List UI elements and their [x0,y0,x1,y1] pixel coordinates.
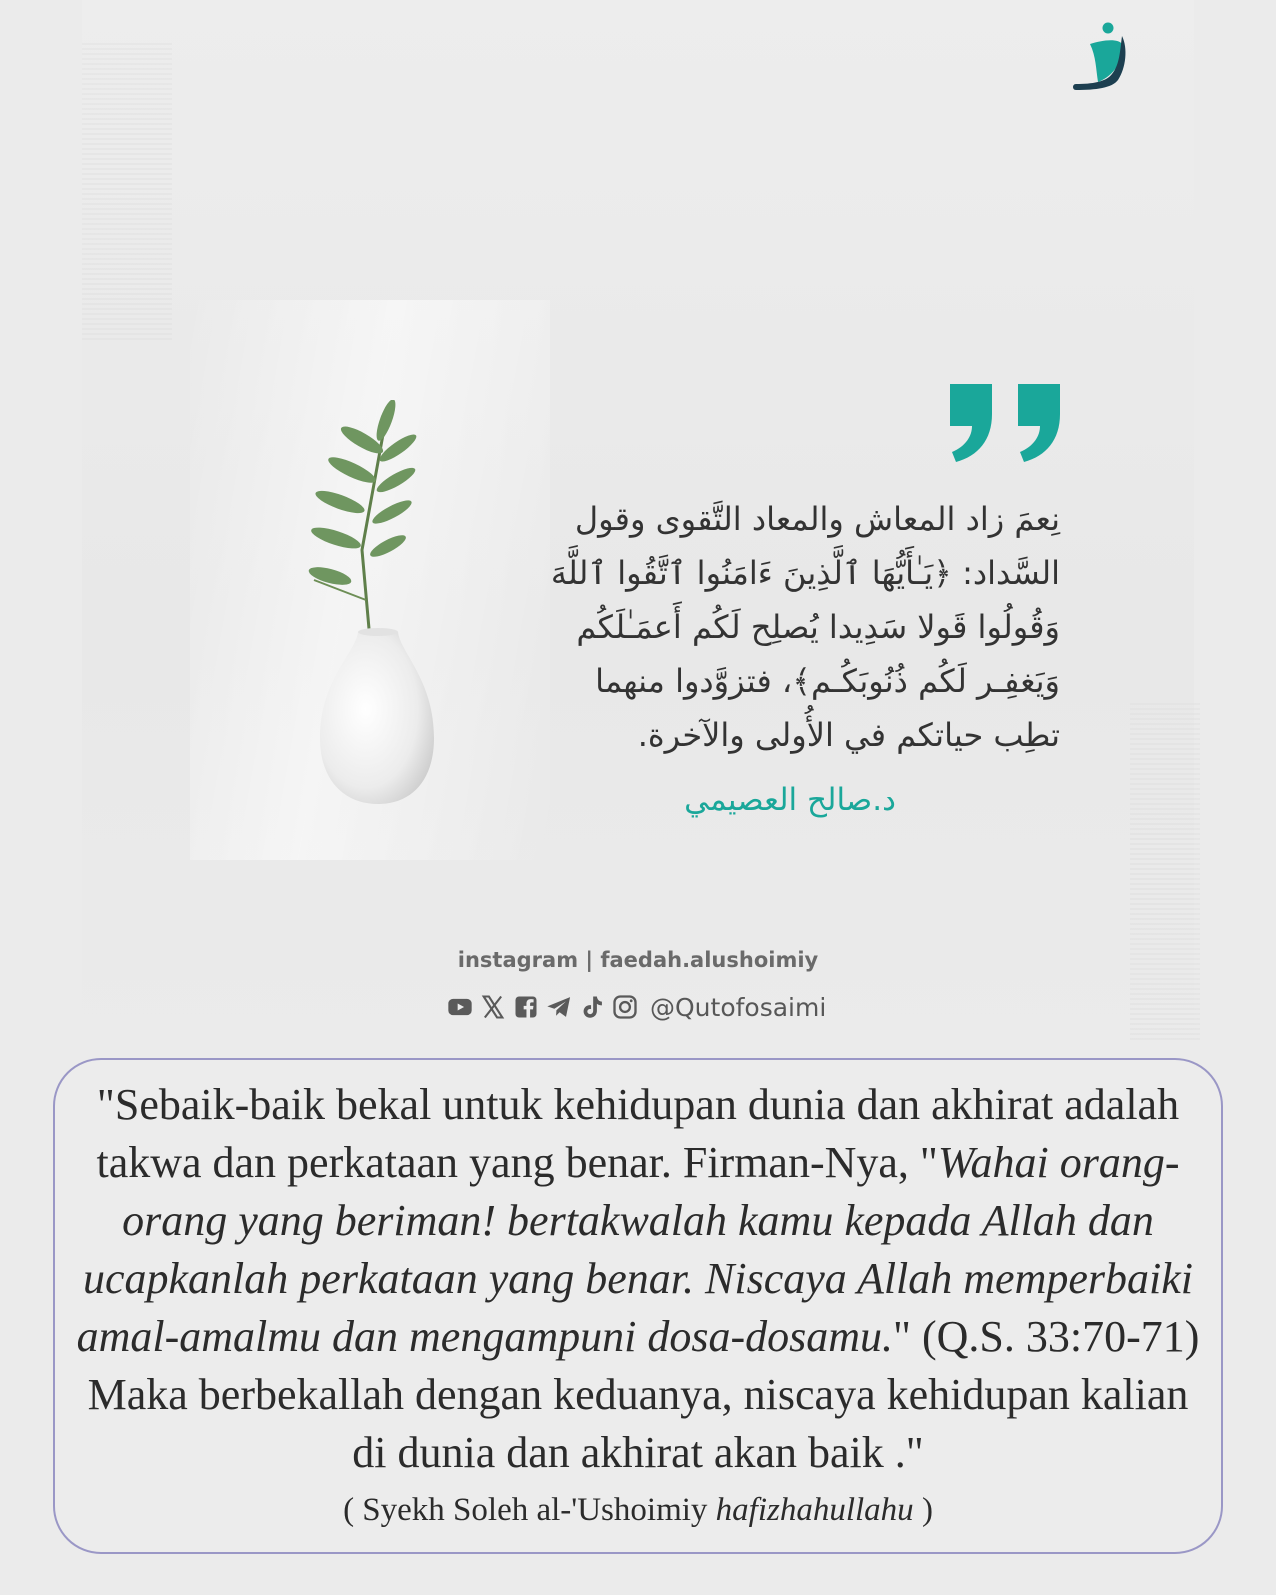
source-name: ( Syekh Soleh al-'Ushoimiy [343,1492,716,1528]
tiktok-icon[interactable] [578,993,606,1021]
telegram-icon[interactable] [545,993,573,1021]
translation-part: "Sebaik-baik bekal untuk kehidupan dunia dan akhirat adalah takwa dan perkataan yang benar. Firman-Nya, " [96,1080,1180,1187]
instagram-icon[interactable] [611,993,639,1021]
youtube-icon[interactable] [446,993,474,1021]
brand-logo-icon [1062,18,1142,100]
arabic-author: د.صالح العصيمي [684,782,896,818]
quote-mark-icon [948,382,1064,464]
arabic-quote-line: تطِب حياتكم في الأُولى والآخرة. [637,716,1060,754]
arabic-quote-line: وَقُولُوا قَولا سَدِيدا يُصلِح لَكُم أَعمَـٰلَكُم [576,608,1060,646]
arabic-quote-line: السَّداد: ﴿يَـٰأَيُّهَا ٱلَّذِينَ ءَامَنُوا ٱتَّقُوا ٱللَّهَ [550,554,1060,592]
arabic-quote [548,492,1060,762]
social-links [446,990,826,1024]
translation-text [70,1076,1206,1482]
background-texture [82,40,172,340]
instagram-account[interactable]: instagram | faedah.alushoimiy [457,948,819,972]
source-close: ) [913,1492,933,1528]
background-texture [1130,700,1200,1040]
translation-part: " (Q.S. 33:70-71) Maka berbekallah dengan keduanya, niscaya kehidupan kalian di dunia dan akhirat akan baik ." [87,1312,1200,1477]
facebook-icon[interactable] [512,993,540,1021]
vase-plant-illustration [300,400,500,830]
translation-source [70,1492,1206,1529]
quran-verse-italic: Wahai orang-orang yang beriman! bertakwalah kamu kepada Allah dan ucapkanlah perkataan yang benar. Niscaya Allah memperbaiki amal-amalmu dan mengampuni dosa-dosamu. [76,1138,1193,1361]
arabic-quote-line: نِعمَ زاد المعاش والمعاد التَّقوى وقول [574,500,1060,538]
x-icon[interactable] [479,993,507,1021]
arabic-quote-line: وَيَغفِـر لَكُم ذُنُوبَكُـم﴾، فتزوَّدوا منهما [595,662,1060,700]
source-honorific: hafizhahullahu [715,1492,914,1528]
social-handle[interactable]: @Qutofosaimi [650,992,827,1022]
